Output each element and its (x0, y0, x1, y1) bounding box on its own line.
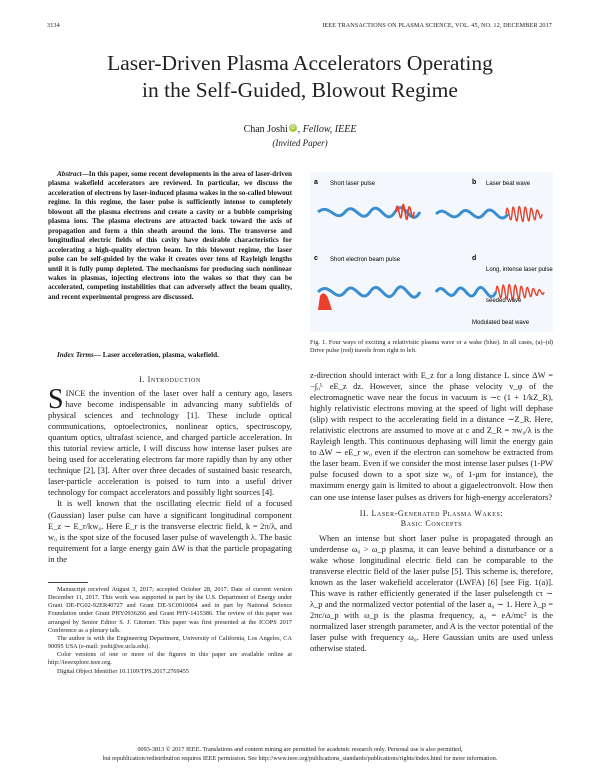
panel-d-label-long: Long, intense laser pulse (486, 267, 553, 273)
panel-a-letter: a (314, 179, 318, 186)
section-2-heading (310, 509, 553, 530)
panel-b-label: Laser beat wave (486, 181, 531, 187)
intro-paragraph-1 (48, 384, 292, 498)
panel-d-letter: d (472, 255, 477, 262)
paper-title (40, 50, 560, 104)
intro-paragraph-2: It is well known that the oscillating electric field of a focused (Gaussian) laser pulse can have a significant longitudinal component E_z ∼ E_r/kw₀. Here E_r is the transverse electric field, k = 2π/λ, and w₀ is the spot size of the focused laser pulse of wavelength λ. The basic requirement for a large energy gain ΔW is that the particle propagating in the (48, 498, 292, 564)
section-1-heading: I. Introduction (139, 375, 201, 384)
right-paragraph-1: z-direction should interact with E_z for a long distance L since ΔW = −∫₀ᴸ eE_z dz. However, since the phase velocity v_φ of the electromagnetic wave near the focus in vacuum is ∼c (1 + 1/kZ_R), highly relativistic electrons moving at the speed of light will dephase (slip) with respect to the accelerating field in a distance ∼Z_R. Here, relativistic electrons are assumed to move at c and Z_R = πw₀/λ is the Rayleigh length. This continuous dephasing will limit the energy gain to ΔW ∼ eE_r w₀ even if the electron can somehow be extracted from the laser beam. Even if we consider the most intense laser pulses (1-PW pulse focused down to a spot size w₀ of 1-μm for instance), the maximum energy gain is limited to about a gigaelectronvolt. How then can one use intense laser pulses as drivers for high-energy accelerators? (310, 370, 553, 502)
panel-d-label-wake: seeded wave (486, 298, 522, 304)
index-terms-text: — Laser acceleration, plasma, wakefield. (93, 351, 219, 359)
page-number: 3134 (47, 22, 60, 29)
intro-body (48, 384, 292, 565)
title-line-1: Laser-Driven Plasma Accelerators Operating (107, 51, 493, 75)
abstract (48, 170, 292, 302)
author-line: Chan Joshi iD , Fellow, IEEE (243, 124, 357, 135)
footnote-author: The author is with the Engineering Department, University of California, Los Angeles, CA 90095 USA (e-mail: joshi@ee.ucla.edu). (48, 634, 292, 651)
footnote-doi: Digital Object Identifier 10.1109/TPS.2017.2769455 (57, 667, 190, 675)
copyright-line-1: 0093-3813 © 2017 IEEE. Translations and content mining are permitted for academic research only. Personal use is also permitted, (137, 746, 463, 753)
index-terms (48, 351, 292, 360)
intro-paragraph-1-text: INCE the invention of the laser over half a century ago, lasers have become indispensable in advancing many subfields of physical sciences and technology [1]. These include optical communications, optoelectronics, nonlinear optics, spectroscopy, quantum optics, ultrafast science, and charged particle acceleration. In this tutorial review article, I will discuss how intense laser pulses are being used for accelerating electrons far more rapidly than by any other technique [2], [3]. After over three decades of sustained basic research, laser-particle acceleration is poised to turn into a useful driver technology for compact accelerators and possibly light sources [4]. (48, 388, 292, 498)
footnote-rule (48, 582, 88, 583)
footnotes (48, 586, 292, 676)
panel-c-letter: c (314, 255, 318, 262)
abstract-label: Abstract (57, 170, 82, 178)
copyright-line-2: but republication/redistribution requires IEEE permission. See http://www.ieee.org/publications_standards/publications/rights/index.html for more information. (102, 754, 498, 762)
author-membership: Fellow, IEEE (302, 124, 357, 135)
figure-caption: Fig. 1. Four ways of exciting a relativistic plasma wave or a wake (blue). In all cases, (a)–(d) Drive pulse (red) travels from right to left. (310, 339, 553, 355)
footnote-color: Color versions of one or more of the figures in this paper are available online at http://ieeexplore.ieee.org. (48, 651, 292, 667)
panel-c-label: Short electron beam pulse (330, 257, 401, 263)
right-paragraph-2: When an intense but short laser pulse is propagated through an underdense ω₀ > ω_p plasma, it can leave behind a disturbance or a wake whose longitudinal electric field can be comparable to the transverse electric field of the laser pulse [5]. This scheme is, therefore, known as the laser wakefield accelerator (LWFA) [6] [see Fig. 1(a)]. This wave is rather efficiently generated if the laser pulselength cτ ∼ λ_p and the normalized vector potential of the laser a₀ ∼ 1. Here λ_p = 2πc/ω_p with ω_p is the plasma frequency, a₀ = eA/mc² is the normalized laser strength parameter, and A is the vector potential of the laser pulse with frequency ω₀. Here Gaussian units are used unless otherwise stated. (310, 532, 553, 654)
copyright-notice (0, 746, 600, 763)
panel-d-label-modulated: Modulated beat wave (472, 320, 530, 326)
paper-type: (Invited Paper) (272, 138, 328, 148)
abstract-text: —In this paper, some recent developments in the area of laser-driven plasma wakefield accelerators are reviewed. In particular, we discuss the acceleration of electrons by laser-induced plasma wakes in the so-called blowout regime. In this regime, the laser pulse is sufficiently intense to completely blowout all the plasma electrons and create a cavity or a bubble comprising plasma ions. The plasma electrons are attracted back toward the axis of propagation and form a thin sheath around the ions. The transverse and longitudinal electric fields of this cavity have desirable characteristics for accelerating a high-quality electron beam. In this blowout regime, the laser pulse can be self-guided by the wake it creates over tens of Rayleigh lengths until it is fully pump depleted. The mechanisms for producing such nonlinear wakes in plasmas, injecting electrons into the wakes so that they can be accelerated, competing instabilities that can adversely affect the beam quality, and recent experimental progress are discussed. (48, 170, 292, 301)
index-terms-label: Index Terms (57, 351, 94, 359)
section-2-heading-line-2: Basic Concepts (400, 519, 463, 529)
figure-1 (310, 172, 553, 332)
drop-cap: S (48, 384, 64, 415)
panel-b-letter: b (472, 179, 477, 186)
footnote-manuscript: Manuscript received August 3, 2017; accepted October 28, 2017. Date of current version December 11, 2017. This work was supported in part by the U.S. Department of Energy under Grant DE-FG02-92ER40727 and Grant DE-SC0010064 and in part by National Science Foundation under Grant PHY0936266 and Grant PHY-1415386. The review of this paper was arranged by Senior Editor S. J. Gitomer. This paper was first presented at the ICOPS 2017 Conference as a plenary talk. (48, 586, 292, 634)
panel-a-label: Short laser pulse (330, 181, 376, 187)
right-column (310, 370, 553, 654)
orcid-icon[interactable]: iD (290, 125, 296, 131)
author-name: Chan Joshi (243, 124, 288, 135)
section-2-heading-line-1: II. Laser-Generated Plasma Wakes: (359, 508, 504, 518)
journal-header: IEEE TRANSACTIONS ON PLASMA SCIENCE, VOL. 45, NO. 12, DECEMBER 2017 (322, 22, 552, 29)
figure-background (310, 172, 553, 332)
title-line-2: in the Self-Guided, Blowout Regime (142, 78, 458, 102)
